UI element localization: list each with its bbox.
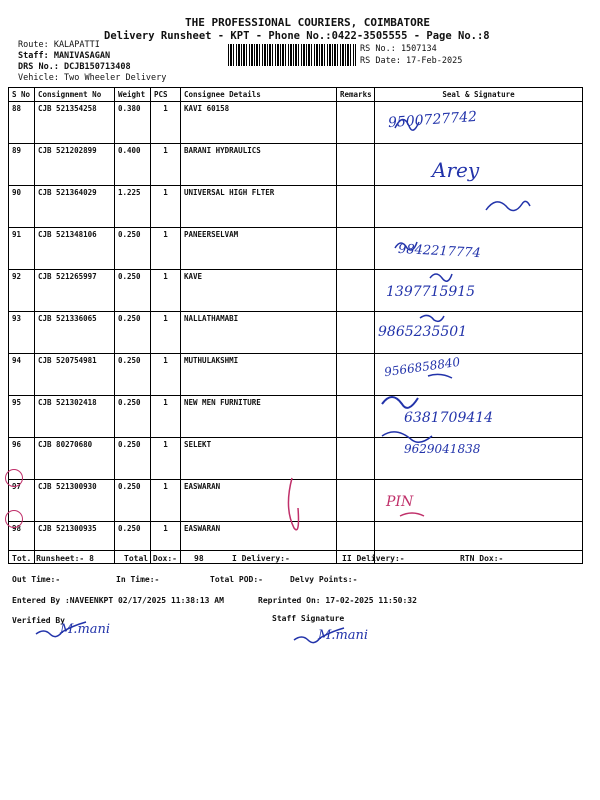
cell-weight: 0.250 xyxy=(115,396,151,438)
cell-sno: 91 xyxy=(9,228,35,270)
signature-stroke-91 xyxy=(395,242,417,250)
cell-consignment: CJB 521302418 xyxy=(35,396,115,438)
handwritten-phone-92: 1397715915 xyxy=(386,284,476,300)
total-dox-label: Total Dox:- xyxy=(124,554,177,563)
col-pcs: PCS xyxy=(151,88,181,102)
verified-by: Verified By xyxy=(12,616,65,625)
cell-pcs: 1 xyxy=(151,144,181,186)
cell-pcs: 1 xyxy=(151,312,181,354)
cell-sno: 97 xyxy=(9,480,35,522)
handwritten-phone-95: 6381709414 xyxy=(404,410,494,426)
ii-delivery: II Delivery:- xyxy=(342,554,405,563)
cell-sno: 90 xyxy=(9,186,35,228)
staff-signature-label: Staff Signature xyxy=(272,614,345,623)
delvy-points: Delvy Points:- xyxy=(290,575,358,584)
cell-weight: 1.225 xyxy=(115,186,151,228)
rs-number: RS No.: 1507134 xyxy=(360,44,437,54)
cell-consignment: CJB 521364029 xyxy=(35,186,115,228)
cell-weight: 0.250 xyxy=(115,438,151,480)
staff-signature: M.mani xyxy=(318,628,369,643)
cell-consignee: EASWARAN xyxy=(181,480,337,522)
circle-mark-98 xyxy=(5,510,23,528)
cell-sno: 96 xyxy=(9,438,35,480)
cell-consignee: NEW MEN FURNITURE xyxy=(181,396,337,438)
handwritten-phone-91: 9842217774 xyxy=(397,241,482,262)
cell-weight: 0.250 xyxy=(115,354,151,396)
signature-stroke-96 xyxy=(382,432,432,442)
in-time: In Time:- xyxy=(116,575,160,584)
cell-sno: 94 xyxy=(9,354,35,396)
cell-consignee: NALLATHAMABI xyxy=(181,312,337,354)
cell-sno: 98 xyxy=(9,522,35,564)
col-consignee: Consignee Details xyxy=(181,88,337,102)
handwritten-phone-93: 9865235501 xyxy=(378,324,468,340)
cell-consignee: SELEKT xyxy=(181,438,337,480)
cell-consignment: CJB 521265997 xyxy=(35,270,115,312)
cell-pcs: 1 xyxy=(151,186,181,228)
drs-number: DRS No.: DCJB150713408 xyxy=(18,62,131,72)
col-sno: S No xyxy=(9,88,35,102)
cell-sno: 95 xyxy=(9,396,35,438)
cell-pcs: 1 xyxy=(151,522,181,564)
cell-weight: 0.250 xyxy=(115,480,151,522)
staff: Staff: MANIVASAGAN xyxy=(18,51,111,61)
cell-consignee: PANEERSELVAM xyxy=(181,228,337,270)
cell-consignee: BARANI HYDRAULICS xyxy=(181,144,337,186)
cell-consignment: CJB 521354258 xyxy=(35,102,115,144)
cell-weight: 0.250 xyxy=(115,228,151,270)
entered-by: Entered By :NAVEENKPT 02/17/2025 11:38:13 AM xyxy=(12,596,224,605)
cell-consignment: CJB 521202899 xyxy=(35,144,115,186)
signature-stroke-93 xyxy=(420,315,444,321)
cell-pcs: 1 xyxy=(151,396,181,438)
vehicle: Vehicle: Two Wheeler Delivery xyxy=(18,73,167,83)
cell-sno: 88 xyxy=(9,102,35,144)
runsheet-subtitle: Delivery Runsheet - KPT - Phone No.:0422-3505555 - Page No.:8 xyxy=(104,30,490,42)
cell-sno: 93 xyxy=(9,312,35,354)
handwritten-phone-88: 9500727742 xyxy=(387,108,478,132)
col-consignment: Consignment No xyxy=(35,88,115,102)
cell-weight: 0.400 xyxy=(115,144,151,186)
rs-date: RS Date: 17-Feb-2025 xyxy=(360,56,463,66)
tot-runsheet: Tot. Runsheet:- 8 xyxy=(12,554,94,563)
col-seal: Seal & Signature xyxy=(375,88,583,102)
col-remarks: Remarks xyxy=(337,88,375,102)
cell-consignee: KAVE xyxy=(181,270,337,312)
cell-pcs: 1 xyxy=(151,354,181,396)
i-delivery: I Delivery:- xyxy=(232,554,290,563)
rtn-dox: RTN Dox:- xyxy=(460,554,504,563)
company-name: THE PROFESSIONAL COURIERS, COIMBATORE xyxy=(185,16,431,29)
circle-mark-97 xyxy=(5,469,23,487)
cell-consignee: UNIVERSAL HIGH FLTER xyxy=(181,186,337,228)
signature-stroke-90 xyxy=(486,201,530,210)
cell-weight: 0.250 xyxy=(115,312,151,354)
signature-stroke-92 xyxy=(430,274,452,281)
cell-consignment: CJB 80270680 xyxy=(35,438,115,480)
out-time: Out Time:- xyxy=(12,575,61,584)
route: Route: KALAPATTI xyxy=(18,40,100,50)
handwritten-phone-96: 9629041838 xyxy=(404,442,481,456)
cell-sno: 92 xyxy=(9,270,35,312)
total-pod: Total POD:- xyxy=(210,575,263,584)
footer-divider xyxy=(8,550,582,551)
cell-pcs: 1 xyxy=(151,228,181,270)
signature-stroke-88 xyxy=(395,119,419,130)
reprinted-on: Reprinted On: 17-02-2025 11:50:32 xyxy=(258,596,417,605)
cell-consignment: CJB 521300935 xyxy=(35,522,115,564)
handwritten-sign-89: Arey xyxy=(432,158,480,182)
cell-consignment: CJB 520754981 xyxy=(35,354,115,396)
cell-pcs: 1 xyxy=(151,102,181,144)
signature-stroke-97 xyxy=(288,478,298,530)
cell-weight: 0.380 xyxy=(115,102,151,144)
cell-consignment: CJB 521300930 xyxy=(35,480,115,522)
cell-consignee: MUTHULAKSHMI xyxy=(181,354,337,396)
handwritten-pin-98: PIN xyxy=(386,494,414,510)
cell-consignee: KAVI 60158 xyxy=(181,102,337,144)
cell-pcs: 1 xyxy=(151,270,181,312)
cell-weight: 0.250 xyxy=(115,522,151,564)
cell-consignment: CJB 521336065 xyxy=(35,312,115,354)
cell-consignment: CJB 521348106 xyxy=(35,228,115,270)
handwritten-phone-94: 9566858840 xyxy=(383,354,461,380)
verified-signature: M.mani xyxy=(60,622,111,637)
signature-stroke-98 xyxy=(400,513,424,516)
cell-pcs: 1 xyxy=(151,480,181,522)
col-weight: Weight xyxy=(115,88,151,102)
cell-weight: 0.250 xyxy=(115,270,151,312)
cell-sno: 89 xyxy=(9,144,35,186)
cell-consignee: EASWARAN xyxy=(181,522,337,564)
cell-pcs: 1 xyxy=(151,438,181,480)
signature-stroke-95 xyxy=(382,397,418,408)
total-dox-count: 98 xyxy=(194,554,204,563)
signature-stroke-94 xyxy=(428,374,452,378)
